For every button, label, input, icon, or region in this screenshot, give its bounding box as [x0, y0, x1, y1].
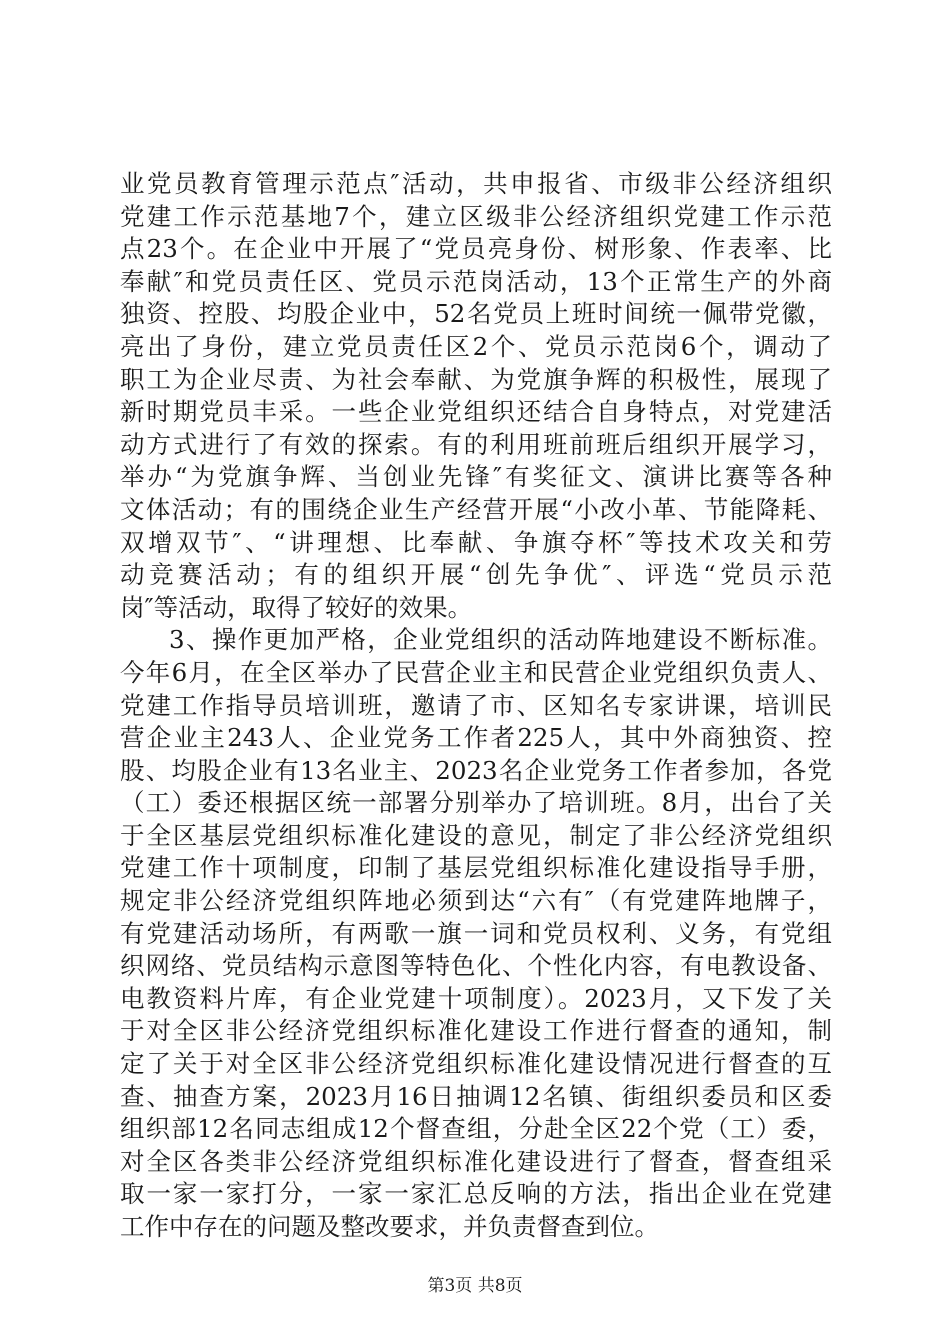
text-line: 工作中存在的问题及整改要求，并负责督查到位。	[120, 1212, 659, 1241]
text-line: 电教资料片库，有企业党建十项制度）。2023月，又下发了关	[120, 983, 832, 1013]
text-line: 文体活动；有的围绕企业生产经营开展“小改小革、节能降耗、	[120, 494, 832, 524]
text-line: 举办“为党旗争辉、当创业先锋″有奖征文、演讲比赛等各种	[120, 462, 832, 492]
text-line: 动竞赛活动；有的组织开展“创先争优″、评选“党员示范	[120, 560, 832, 590]
text-line: （工）委还根据区统一部署分别举办了培训班。8月，出台了关	[120, 788, 832, 818]
text-line: 独资、控股、均股企业中，52名党员上班时间统一佩带党徽，	[120, 299, 832, 329]
text-line: 定了关于对全区非公经济党组织标准化建设情况进行督查的互	[120, 1049, 832, 1079]
text-line: 今年6月，在全区举办了民营企业主和民营企业党组织负责人、	[120, 657, 832, 687]
text-line: 亮出了身份，建立党员责任区2个、党员示范岗6个，调动了	[120, 331, 832, 361]
text-line: 股、均股企业有13名业主、2023名企业党务工作者参加，各党	[120, 755, 832, 785]
text-line: 对全区各类非公经济党组织标准化建设进行了督查，督查组采	[120, 1146, 832, 1176]
text-line: 有党建活动场所，有两歌一旗一词和党员权利、义务，有党组	[120, 918, 832, 948]
text-line: 党建工作指导员培训班，邀请了市、区知名专家讲课，培训民	[120, 690, 832, 720]
paragraph-1	[120, 168, 832, 624]
text-line: 规定非公经济党组织阵地必须到达“六有″（有党建阵地牌子，	[120, 886, 832, 916]
text-line: 取一家一家打分，一家一家汇总反响的方法，指出企业在党建	[120, 1179, 832, 1209]
page-indicator: 第3页 共8页	[427, 1276, 523, 1296]
text-line: 组织部12名同志组成12个督查组，分赴全区22个党（工）委，	[120, 1114, 832, 1144]
text-line: 双增双节″、“讲理想、比奉献、争旗夺杯″等技术攻关和劳	[120, 527, 832, 557]
text-line: 于全区基层党组织标准化建设的意见，制定了非公经济党组织	[120, 820, 832, 850]
text-line: 于对全区非公经济党组织标准化建设工作进行督查的通知，制	[120, 1016, 832, 1046]
text-line: 业党员教育管理示范点″活动，共申报省、市级非公经济组织	[120, 169, 832, 198]
text-line: 职工为企业尽责、为社会奉献、为党旗争辉的积极性，展现了	[120, 364, 832, 394]
text-line: 党建工作示范基地7个，建立区级非公经济组织党建工作示范	[120, 201, 832, 231]
text-line: 奉献″和党员责任区、党员示范岗活动，13个正常生产的外商	[120, 266, 832, 296]
paragraph-2	[120, 624, 832, 1243]
text-line: 动方式进行了有效的探索。有的利用班前班后组织开展学习，	[120, 429, 832, 459]
text-line: 织网络、党员结构示意图等特色化、个性化内容，有电教设备、	[120, 951, 832, 981]
text-line: 岗″等活动，取得了较好的效果。	[120, 592, 473, 622]
text-line: 新时期党员丰采。一些企业党组织还结合自身特点，对党建活	[120, 397, 832, 427]
text-line: 党建工作十项制度，印制了基层党组织标准化建设指导手册，	[120, 853, 832, 883]
text-line: 营企业主243人、企业党务工作者225人，其中外商独资、控	[120, 723, 832, 753]
text-line: 点23个。在企业中开展了“党员亮身份、树形象、作表率、比	[120, 234, 832, 264]
text-line: 查、抽查方案，2023月16日抽调12名镇、街组织委员和区委	[120, 1081, 832, 1111]
page-footer	[0, 1275, 950, 1297]
text-line: 3、操作更加严格，企业党组织的活动阵地建设不断标准。	[169, 625, 832, 655]
body-text	[120, 168, 832, 1244]
